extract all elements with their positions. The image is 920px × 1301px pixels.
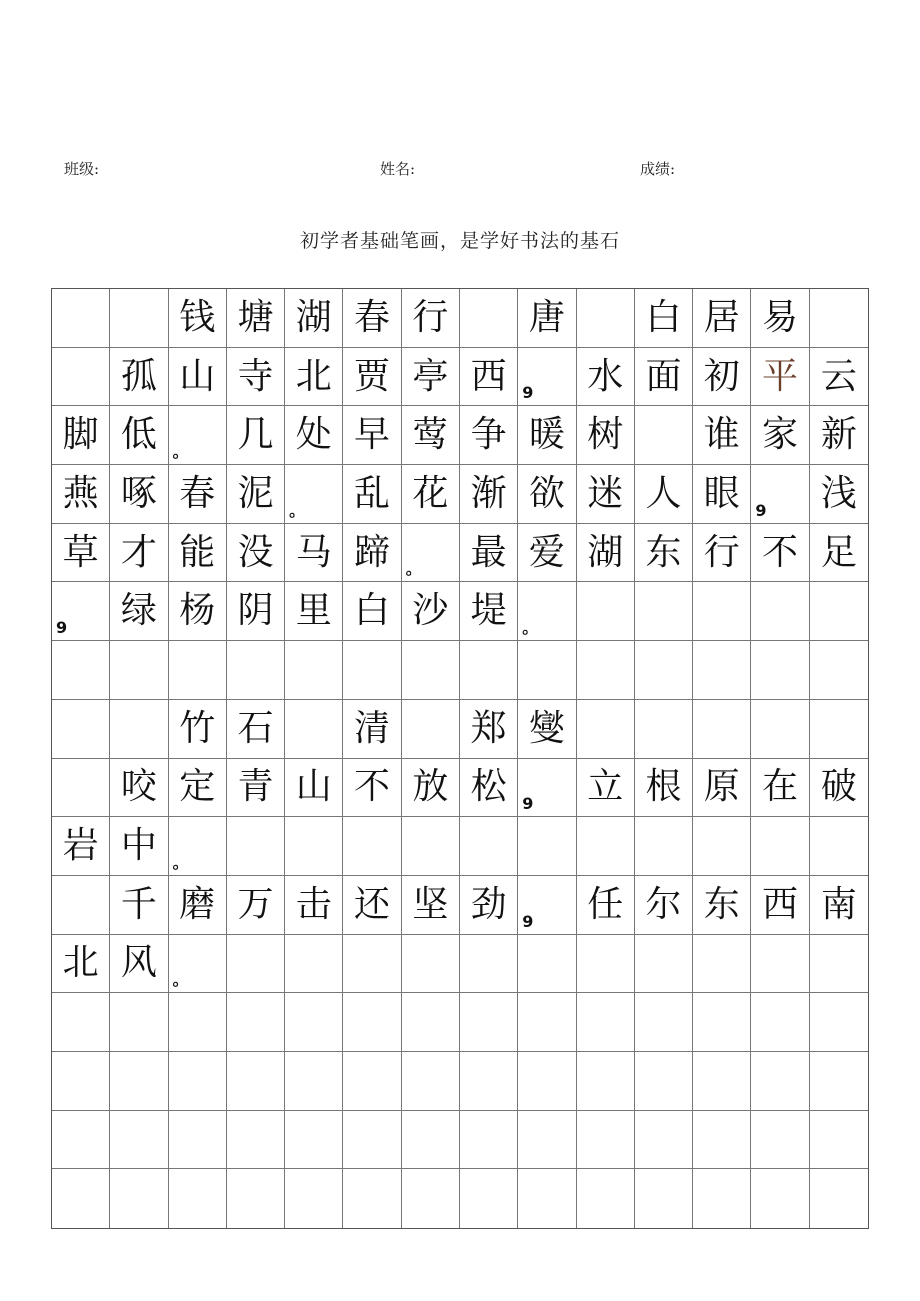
grid-cell-empty (693, 1111, 751, 1170)
grid-cell-empty (635, 1111, 693, 1170)
grid-cell-empty (110, 289, 168, 348)
grid-cell-empty (402, 1169, 460, 1228)
grid-cell-empty (518, 993, 576, 1052)
grid-cell-empty (343, 993, 401, 1052)
grid-cell: 没 (227, 524, 285, 583)
grid-cell: 东 (693, 876, 751, 935)
grid-cell: 处 (285, 406, 343, 465)
grid-cell-empty (518, 1169, 576, 1228)
grid-cell: 原 (693, 759, 751, 818)
grid-cell-empty (285, 817, 343, 876)
grid-cell-empty (635, 1169, 693, 1228)
grid-cell: 云 (810, 348, 868, 407)
grid-cell: 郑 (460, 700, 518, 759)
grid-cell-empty (751, 582, 809, 641)
grid-cell: 争 (460, 406, 518, 465)
grid-cell-empty (460, 289, 518, 348)
grid-cell: 平 (751, 348, 809, 407)
grid-cell: 山 (285, 759, 343, 818)
grid-cell-empty (52, 1169, 110, 1228)
grid-cell: 北 (52, 935, 110, 994)
grid-cell: 面 (635, 348, 693, 407)
grid-cell: 杨 (169, 582, 227, 641)
grid-cell-empty (577, 289, 635, 348)
grid-cell-empty (635, 993, 693, 1052)
grid-cell: 风 (110, 935, 168, 994)
grid-cell: 9 (52, 582, 110, 641)
grid-cell-empty (285, 1111, 343, 1170)
grid-cell: 堤 (460, 582, 518, 641)
grid-cell-empty (635, 700, 693, 759)
grid-cell: 清 (343, 700, 401, 759)
grid-cell: 早 (343, 406, 401, 465)
grid-cell-empty (460, 641, 518, 700)
grid-cell: 易 (751, 289, 809, 348)
grid-cell: 泥 (227, 465, 285, 524)
grid-cell-empty (52, 993, 110, 1052)
grid-cell: 坚 (402, 876, 460, 935)
grid-cell-empty (169, 993, 227, 1052)
grid-cell-empty (693, 700, 751, 759)
grid-cell: 击 (285, 876, 343, 935)
grid-cell: 钱 (169, 289, 227, 348)
grid-cell: 松 (460, 759, 518, 818)
grid-cell-empty (110, 1169, 168, 1228)
grid-cell-empty (343, 1169, 401, 1228)
grid-cell: 万 (227, 876, 285, 935)
grid-cell-empty (810, 582, 868, 641)
grid-cell: 沙 (402, 582, 460, 641)
grid-cell: 根 (635, 759, 693, 818)
grid-cell: 石 (227, 700, 285, 759)
grid-cell-empty (810, 1169, 868, 1228)
grid-cell: 蹄 (343, 524, 401, 583)
grid-cell: 贾 (343, 348, 401, 407)
grid-cell-empty (751, 1169, 809, 1228)
grid-cell-empty (110, 1052, 168, 1111)
grid-cell-empty (635, 935, 693, 994)
grid-cell-empty (577, 817, 635, 876)
grid-cell-empty (402, 817, 460, 876)
grid-cell-empty (285, 1169, 343, 1228)
grid-cell-empty (460, 1052, 518, 1111)
grid-cell-empty (810, 289, 868, 348)
name-field-label: 姓名: (380, 160, 416, 178)
grid-cell-empty (285, 993, 343, 1052)
grid-cell-empty (402, 1111, 460, 1170)
grid-cell: 唐 (518, 289, 576, 348)
grid-cell-empty (577, 935, 635, 994)
grid-cell: 9 (518, 348, 576, 407)
grid-cell-empty (577, 993, 635, 1052)
grid-cell-empty (169, 1052, 227, 1111)
grid-cell-empty (751, 1111, 809, 1170)
grid-cell-empty (227, 935, 285, 994)
grid-cell: 花 (402, 465, 460, 524)
grid-cell-empty (285, 1052, 343, 1111)
grid-cell-empty (518, 935, 576, 994)
grid-cell-empty (227, 641, 285, 700)
grid-cell-empty (52, 1052, 110, 1111)
grid-cell-empty (577, 582, 635, 641)
grid-cell-empty (52, 348, 110, 407)
grid-cell-empty (751, 817, 809, 876)
grid-cell: 迷 (577, 465, 635, 524)
grid-cell-empty (693, 993, 751, 1052)
grid-cell-empty (227, 817, 285, 876)
grid-cell: 破 (810, 759, 868, 818)
grid-cell: 。 (402, 524, 460, 583)
grid-cell: 能 (169, 524, 227, 583)
grid-cell: 莺 (402, 406, 460, 465)
grid-cell-empty (693, 1052, 751, 1111)
grid-cell-empty (518, 817, 576, 876)
grid-cell-empty (343, 1111, 401, 1170)
grid-cell: 树 (577, 406, 635, 465)
grid-cell: 湖 (577, 524, 635, 583)
grid-cell-empty (810, 1052, 868, 1111)
grid-cell: 9 (751, 465, 809, 524)
grid-cell-empty (635, 1052, 693, 1111)
grid-cell-empty (52, 289, 110, 348)
grid-cell: 西 (751, 876, 809, 935)
grid-cell-empty (285, 700, 343, 759)
grid-cell-empty (518, 641, 576, 700)
grid-cell: 劲 (460, 876, 518, 935)
grid-cell-empty (635, 817, 693, 876)
grid-cell-empty (402, 641, 460, 700)
grid-cell-empty (460, 935, 518, 994)
grid-cell-empty (693, 817, 751, 876)
grid-cell-empty (110, 1111, 168, 1170)
grid-cell: 尔 (635, 876, 693, 935)
grid-cell-empty (52, 759, 110, 818)
grid-cell-empty (227, 1052, 285, 1111)
grid-cell: 脚 (52, 406, 110, 465)
grid-cell: 新 (810, 406, 868, 465)
grid-cell-empty (693, 641, 751, 700)
score-field-label: 成绩: (640, 160, 676, 178)
grid-cell: 。 (518, 582, 576, 641)
grid-cell-empty (693, 1169, 751, 1228)
grid-cell: 草 (52, 524, 110, 583)
grid-cell-empty (577, 1052, 635, 1111)
grid-cell-empty (285, 935, 343, 994)
grid-cell-empty (751, 1052, 809, 1111)
grid-cell-empty (460, 993, 518, 1052)
grid-cell: 水 (577, 348, 635, 407)
grid-cell: 南 (810, 876, 868, 935)
grid-cell-empty (810, 1111, 868, 1170)
grid-cell: 湖 (285, 289, 343, 348)
grid-cell: 孤 (110, 348, 168, 407)
practice-grid (51, 288, 869, 1229)
grid-cell-empty (402, 935, 460, 994)
grid-cell-empty (343, 935, 401, 994)
grid-cell: 中 (110, 817, 168, 876)
grid-cell-empty (635, 641, 693, 700)
grid-cell-empty (635, 582, 693, 641)
grid-cell-empty (402, 1052, 460, 1111)
grid-cell: 寺 (227, 348, 285, 407)
grid-cell: 家 (751, 406, 809, 465)
grid-cell: 。 (169, 935, 227, 994)
worksheet-title: 初学者基础笔画，是学好书法的基石 (299, 230, 620, 252)
grid-cell-empty (751, 935, 809, 994)
grid-cell-empty (810, 700, 868, 759)
grid-cell: 春 (343, 289, 401, 348)
grid-cell-empty (577, 1169, 635, 1228)
grid-cell-empty (460, 1169, 518, 1228)
grid-cell: 西 (460, 348, 518, 407)
grid-cell: 立 (577, 759, 635, 818)
grid-cell: 欲 (518, 465, 576, 524)
grid-cell-empty (52, 876, 110, 935)
grid-cell: 。 (169, 406, 227, 465)
grid-cell-empty (751, 700, 809, 759)
grid-cell: 放 (402, 759, 460, 818)
class-field-label: 班级: (64, 160, 100, 178)
grid-cell-empty (169, 1111, 227, 1170)
grid-cell-empty (110, 641, 168, 700)
grid-cell-empty (810, 935, 868, 994)
grid-cell: 行 (693, 524, 751, 583)
grid-cell: 山 (169, 348, 227, 407)
grid-cell-empty (751, 993, 809, 1052)
grid-cell-empty (577, 641, 635, 700)
grid-cell: 磨 (169, 876, 227, 935)
grid-cell-empty (810, 993, 868, 1052)
grid-cell: 不 (343, 759, 401, 818)
grid-cell: 低 (110, 406, 168, 465)
grid-cell: 千 (110, 876, 168, 935)
grid-cell: 9 (518, 876, 576, 935)
grid-cell: 眼 (693, 465, 751, 524)
grid-cell: 亭 (402, 348, 460, 407)
grid-cell: 暖 (518, 406, 576, 465)
grid-cell: 春 (169, 465, 227, 524)
grid-cell-empty (52, 641, 110, 700)
grid-cell: 。 (169, 817, 227, 876)
grid-cell-empty (169, 641, 227, 700)
grid-cell-empty (751, 641, 809, 700)
grid-cell: 岩 (52, 817, 110, 876)
grid-cell: 定 (169, 759, 227, 818)
grid-cell-empty (285, 641, 343, 700)
grid-cell: 任 (577, 876, 635, 935)
grid-cell: 初 (693, 348, 751, 407)
grid-cell-empty (110, 993, 168, 1052)
grid-cell: 燮 (518, 700, 576, 759)
grid-cell-empty (402, 993, 460, 1052)
grid-cell: 咬 (110, 759, 168, 818)
grid-cell: 白 (635, 289, 693, 348)
grid-cell-empty (460, 817, 518, 876)
grid-cell-empty (635, 406, 693, 465)
grid-cell: 行 (402, 289, 460, 348)
grid-cell: 几 (227, 406, 285, 465)
grid-cell: 浅 (810, 465, 868, 524)
grid-cell: 不 (751, 524, 809, 583)
grid-cell: 阴 (227, 582, 285, 641)
grid-cell-empty (577, 1111, 635, 1170)
grid-cell: 渐 (460, 465, 518, 524)
grid-cell: 啄 (110, 465, 168, 524)
grid-cell: 塘 (227, 289, 285, 348)
grid-cell: 竹 (169, 700, 227, 759)
grid-cell: 青 (227, 759, 285, 818)
grid-cell-empty (52, 700, 110, 759)
grid-cell: 燕 (52, 465, 110, 524)
grid-cell: 才 (110, 524, 168, 583)
grid-cell: 在 (751, 759, 809, 818)
grid-cell: 北 (285, 348, 343, 407)
grid-cell-empty (343, 817, 401, 876)
grid-cell-empty (693, 935, 751, 994)
grid-cell: 乱 (343, 465, 401, 524)
grid-cell-empty (810, 641, 868, 700)
grid-cell: 东 (635, 524, 693, 583)
grid-cell-empty (402, 700, 460, 759)
grid-cell: 谁 (693, 406, 751, 465)
grid-cell-empty (518, 1052, 576, 1111)
grid-cell-empty (343, 1052, 401, 1111)
grid-cell-empty (693, 582, 751, 641)
grid-cell: 马 (285, 524, 343, 583)
grid-cell-empty (343, 641, 401, 700)
grid-cell: 爱 (518, 524, 576, 583)
grid-cell: 最 (460, 524, 518, 583)
grid-cell: 。 (285, 465, 343, 524)
grid-cell-empty (227, 993, 285, 1052)
grid-cell-empty (810, 817, 868, 876)
grid-cell-empty (169, 1169, 227, 1228)
grid-cell-empty (518, 1111, 576, 1170)
grid-cell-empty (52, 1111, 110, 1170)
grid-cell: 人 (635, 465, 693, 524)
grid-cell: 绿 (110, 582, 168, 641)
grid-cell: 9 (518, 759, 576, 818)
grid-cell-empty (460, 1111, 518, 1170)
grid-cell: 足 (810, 524, 868, 583)
grid-cell: 白 (343, 582, 401, 641)
grid-cell: 居 (693, 289, 751, 348)
grid-cell: 里 (285, 582, 343, 641)
grid-cell-empty (110, 700, 168, 759)
grid-cell-empty (227, 1169, 285, 1228)
grid-cell-empty (227, 1111, 285, 1170)
grid-cell-empty (577, 700, 635, 759)
grid-cell: 还 (343, 876, 401, 935)
